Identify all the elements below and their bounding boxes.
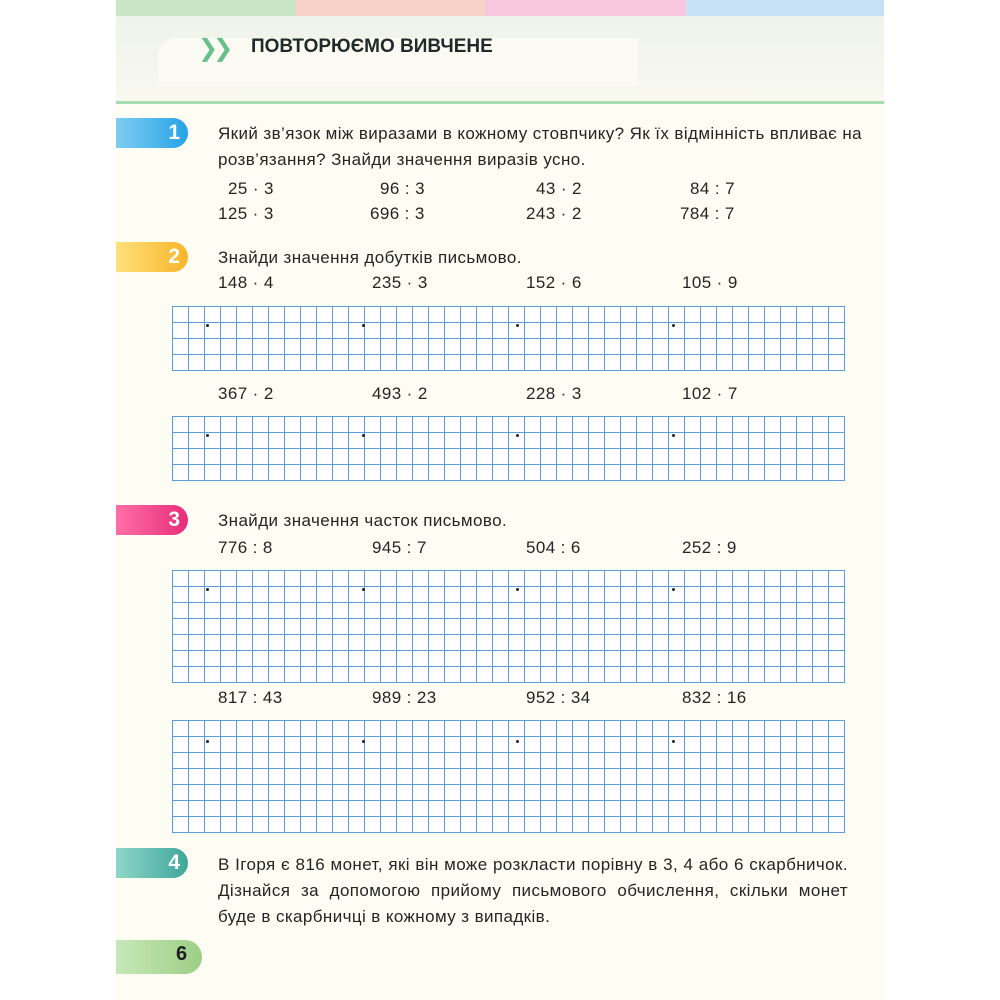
- top-strip-peach: [296, 0, 486, 16]
- task-number-badge-2: 2: [116, 242, 188, 272]
- task-3-expression: 252 : 9: [682, 538, 737, 557]
- task-2-text: Знайди значення добутків письмово.: [218, 248, 522, 267]
- task-1-expression: 696 : 3: [370, 204, 425, 223]
- task-number-badge-4: 4: [116, 848, 188, 878]
- top-strip-blue: [686, 0, 884, 16]
- task-number-badge-3: 3: [116, 505, 188, 535]
- grid-dot: [206, 740, 209, 743]
- task-2-expression: 367 · 2: [218, 384, 274, 403]
- answer-grid[interactable]: [172, 570, 845, 683]
- grid-dot: [206, 434, 209, 437]
- task-number-badge-1: 1: [116, 118, 188, 148]
- task-1-expression: 96 : 3: [380, 179, 425, 198]
- task-3-expression: 504 : 6: [526, 538, 581, 557]
- answer-grid[interactable]: [172, 720, 845, 833]
- task-1-expression: 43 · 2: [536, 179, 582, 198]
- top-strip-green: [116, 0, 296, 16]
- task-4-text: В Ігоря є 816 монет, які він може розкласти порівну в 3, 4 або 6 скарбничок. Дізнайся за допомогою прийому письмового обчислення, скільки монет буде в скарбничці в кожному з випадків.: [218, 855, 848, 926]
- grid-dot: [206, 324, 209, 327]
- task-2-expression: 235 · 3: [372, 273, 428, 292]
- task-1-expression: 243 · 2: [526, 204, 582, 223]
- grid-dot: [362, 588, 365, 591]
- task-3-expression: 989 : 23: [372, 688, 437, 707]
- grid-dot: [672, 588, 675, 591]
- page-number: 6: [176, 943, 188, 965]
- task-1-expression: 84 : 7: [690, 179, 735, 198]
- task-3-expression: 817 : 43: [218, 688, 283, 707]
- grid-dot: [362, 434, 365, 437]
- task-2-expression: 105 · 9: [682, 273, 738, 292]
- grid-dot: [362, 740, 365, 743]
- task-2-expression: 102 · 7: [682, 384, 738, 403]
- grid-dot: [516, 588, 519, 591]
- task-3-expression: 952 : 34: [526, 688, 591, 707]
- task-2-expression: 493 · 2: [372, 384, 428, 403]
- grid-dot: [672, 434, 675, 437]
- grid-dot: [516, 740, 519, 743]
- task-1-text: Який зв’язок між виразами в кожному стовпчику? Як їх відмінність впливає на розв’язання? Знайди значення виразів усно.: [218, 124, 863, 169]
- task-2-expression: 148 · 4: [218, 273, 274, 292]
- task-3-expression: 776 : 8: [218, 538, 273, 557]
- answer-grid[interactable]: [172, 416, 845, 481]
- task-2-expression: 152 · 6: [526, 273, 582, 292]
- page-number-tab: [116, 940, 202, 974]
- header-divider: [116, 101, 884, 104]
- section-title: ПОВТОРЮЄМО ВИВЧЕНЕ: [251, 36, 493, 57]
- double-chevron-right-icon: ❯❯: [198, 35, 229, 62]
- task-1-expression: 25 · 3: [228, 179, 274, 198]
- task-3-text: Знайди значення часток письмово.: [218, 511, 508, 530]
- task-1-expression: 125 · 3: [218, 204, 274, 223]
- grid-dot: [516, 434, 519, 437]
- textbook-page: [116, 0, 884, 1000]
- grid-dot: [516, 324, 519, 327]
- task-3-expression: 945 : 7: [372, 538, 427, 557]
- task-3-expression: 832 : 16: [682, 688, 747, 707]
- task-1-expression: 784 : 7: [680, 204, 735, 223]
- grid-dot: [672, 324, 675, 327]
- grid-dot: [362, 324, 365, 327]
- grid-dot: [672, 740, 675, 743]
- answer-grid[interactable]: [172, 306, 845, 371]
- top-strip-pink: [486, 0, 686, 16]
- grid-dot: [206, 588, 209, 591]
- task-2-expression: 228 · 3: [526, 384, 582, 403]
- header-band: [116, 16, 884, 102]
